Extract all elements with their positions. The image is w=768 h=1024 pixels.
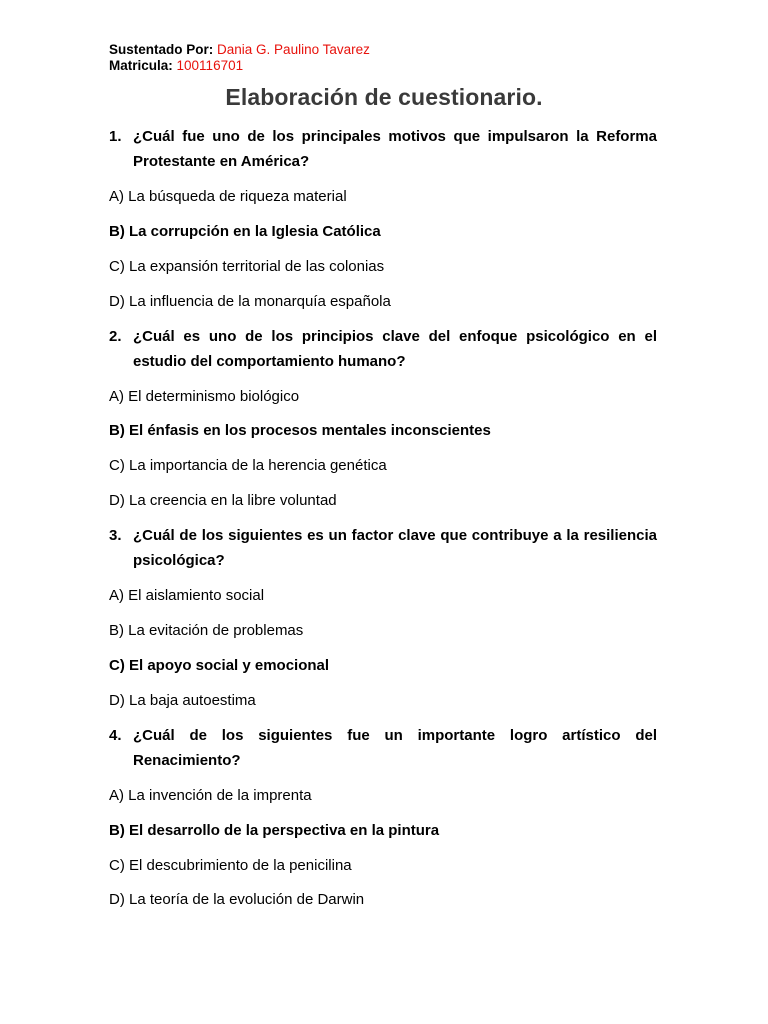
question-1 bbox=[109, 124, 657, 174]
question-4-option-c: C) El descubrimiento de la penicilina bbox=[109, 857, 352, 874]
presented-by-label: Sustentado Por: bbox=[109, 42, 214, 57]
question-3-heading bbox=[109, 523, 657, 573]
question-2-option-c: C) La importancia de la herencia genética bbox=[109, 457, 387, 474]
student-id-label: Matricula: bbox=[109, 58, 173, 73]
question-2-heading bbox=[109, 324, 657, 374]
page-title: Elaboración de cuestionario. bbox=[225, 84, 543, 110]
question-2 bbox=[109, 324, 657, 374]
question-1-heading bbox=[109, 124, 657, 174]
student-id-line bbox=[109, 58, 370, 74]
question-4-number: 4. bbox=[109, 727, 122, 744]
question-2-option-a: A) El determinismo biológico bbox=[109, 388, 300, 405]
question-3 bbox=[109, 523, 657, 573]
question-4-option-b-correct: B) El desarrollo de la perspectiva en la pintura bbox=[109, 822, 440, 839]
author-info bbox=[109, 42, 370, 74]
question-3-option-b: B) La evitación de problemas bbox=[109, 622, 304, 639]
presented-by-value: Dania G. Paulino Tavarez bbox=[217, 42, 370, 57]
question-1-option-d: D) La influencia de la monarquía española bbox=[109, 293, 391, 310]
question-2-option-b-correct: B) El énfasis en los procesos mentales inconscientes bbox=[109, 422, 491, 439]
question-1-text: ¿Cuál fue uno de los principales motivos que impulsaron la Reforma Protestante en América? bbox=[133, 128, 657, 170]
question-4-option-a: A) La invención de la imprenta bbox=[109, 787, 312, 804]
question-3-option-c-correct: C) El apoyo social y emocional bbox=[109, 657, 330, 674]
question-3-option-a: A) El aislamiento social bbox=[109, 587, 265, 604]
presented-by-line bbox=[109, 42, 370, 58]
question-3-option-d: D) La baja autoestima bbox=[109, 692, 256, 709]
question-2-text: ¿Cuál es uno de los principios clave del enfoque psicológico en el estudio del comportamiento humano? bbox=[133, 328, 657, 370]
question-4 bbox=[109, 723, 657, 773]
question-1-option-c: C) La expansión territorial de las colonias bbox=[109, 258, 385, 275]
question-1-option-b-correct: B) La corrupción en la Iglesia Católica bbox=[109, 223, 381, 240]
student-id-value: 100116701 bbox=[176, 58, 244, 73]
question-4-text: ¿Cuál de los siguientes fue un importante logro artístico del Renacimiento? bbox=[133, 727, 657, 769]
question-4-option-d: D) La teoría de la evolución de Darwin bbox=[109, 891, 365, 908]
question-2-option-d: D) La creencia en la libre voluntad bbox=[109, 492, 337, 509]
question-1-option-a: A) La búsqueda de riqueza material bbox=[109, 188, 347, 205]
question-4-heading bbox=[109, 723, 657, 773]
question-3-text: ¿Cuál de los siguientes es un factor clave que contribuye a la resiliencia psicológica? bbox=[133, 527, 657, 569]
question-2-number: 2. bbox=[109, 328, 122, 345]
question-3-number: 3. bbox=[109, 527, 122, 544]
question-1-number: 1. bbox=[109, 128, 122, 145]
